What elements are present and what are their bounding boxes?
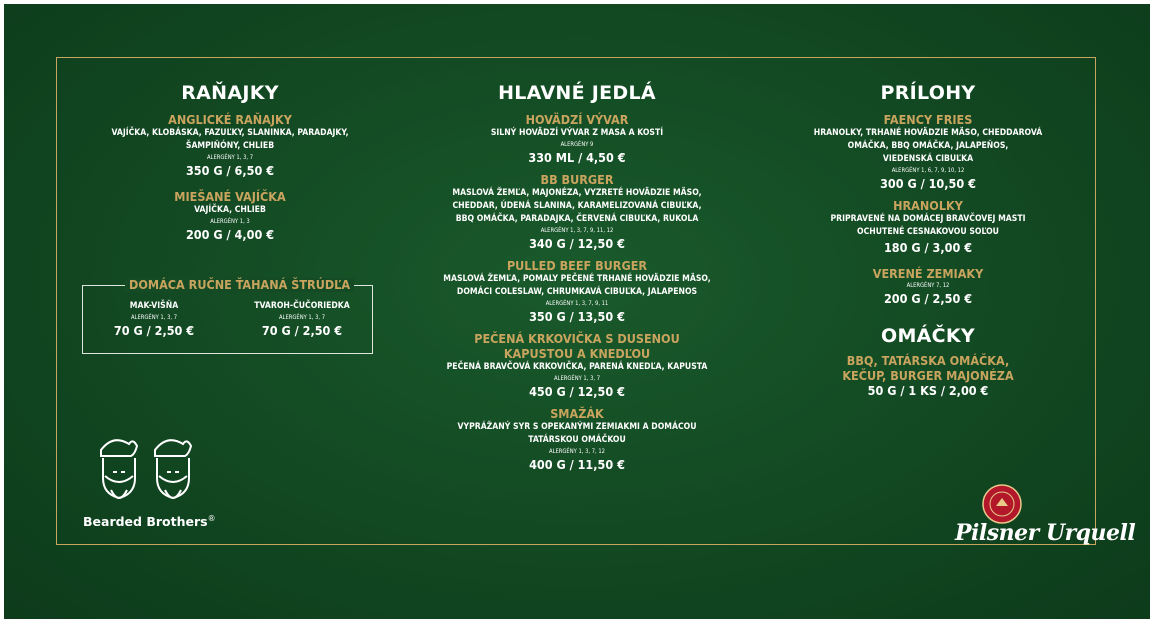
item-name: HOVÄDZÍ VÝVAR [525,112,629,127]
item-desc: PEČENÁ BRAVČOVÁ KRKOVIČKA, PARENÁ KNEDĽA, KAPUSTA [446,362,708,372]
item-desc: TATÁRSKOU OMÁČKOU [528,435,626,445]
item-allergens: ALERGÉNY 1, 3, 7 [278,315,326,321]
item-name: HRANOLKY [893,198,963,213]
item-allergens: ALERGÉNY 7, 12 [906,283,950,289]
item-allergens: ALERGÉNY 1, 3, 7, 12 [549,449,605,455]
item-desc: ŠAMPIŇÓNY, CHLIEB [185,141,275,151]
breakfast-column [80,82,380,242]
item-desc: OCHUTENÉ CESNAKOVOU SOĽOU [857,227,999,237]
menu-item [778,112,1078,191]
registered-mark: ® [207,514,216,523]
item-allergens: ALERGÉNY 1, 3, 7, 9, 11, 12 [540,228,614,234]
item-price: 70 G / 2,50 € [113,323,195,338]
item-price: 180 G / 3,00 € [883,240,973,255]
item-name: VERENÉ ZEMIAKY [872,266,984,281]
item-desc: VAJÍČKA, KLOBÁSKA, FAZUĽKY, SLANINKA, PARADAJKY, [111,128,349,138]
menu-item [80,112,380,178]
item-desc: MASLOVÁ ŽEMĽA, POMALY PEČENÉ TRHANÉ HOVÄDZIE MÄSO, [443,274,711,284]
item-allergens: ALERGÉNY 1, 3, 7, 9, 11 [545,301,609,307]
item-desc: VIEDENSKÁ CIBUĽKA [882,154,974,164]
item-price: 200 G / 2,50 € [883,291,973,306]
item-price: 350 G / 13,50 € [529,309,625,324]
item-price: 350 G / 6,50 € [185,163,275,178]
item-name: MIEŠANÉ VAJÍČKA [174,189,286,204]
item-price: 400 G / 11,50 € [529,457,625,472]
item-price: 300 G / 10,50 € [880,176,976,191]
menu-item [432,112,722,165]
item-name: PEČENÁ KRKOVIČKA S DUSENOU KAPUSTOU A KNEDĽOU [474,331,680,361]
item-desc: SILNÝ HOVÄDZÍ VÝVAR Z MASA A KOSTÍ [490,128,664,138]
section-title-breakfast: RAŇAJKY [181,82,279,104]
strudla-title: DOMÁCA RUČNE ŤAHANÁ ŠTRÚDĽA [125,278,354,292]
item-price: 340 G / 12,50 € [529,236,625,251]
menu-item [432,331,722,399]
item-price: 330 ML / 4,50 € [528,150,626,165]
sauces-name: KEČUP, BURGER MAJONÉZA [842,368,1014,383]
menu-item [432,406,722,472]
section-title-mains: HLAVNÉ JEDLÁ [498,82,656,104]
menu-item [432,258,722,324]
item-desc: VYPRÁŽANÝ SYR S OPEKANÝMI ZEMIAKMI A DOMÁCOU [457,422,697,432]
item-name: PULLED BEEF BURGER [506,258,648,273]
item-allergens: ALERGÉNY 1, 6, 7, 9, 10, 12 [891,168,965,174]
menu-item [778,198,1078,255]
item-allergens: ALERGÉNY 1, 3, 7 [553,376,601,382]
item-price: 450 G / 12,50 € [529,384,625,399]
item-desc: DOMÁCI COLESLAW, CHRUMKAVÁ CIBUĽKA, JALAPENOS [456,287,698,297]
menu-item [432,172,722,251]
bearded-name: Bearded Brothers [83,514,208,530]
section-title-sides: PRÍLOHY [880,82,976,104]
item-desc: PRIPRAVENÉ NA DOMÁCEJ BRAVČOVEJ MASTI [830,214,1026,224]
item-price: 200 G / 4,00 € [185,227,275,242]
item-desc: VAJÍČKA, CHLIEB [194,205,266,215]
item-name: BB BURGER [540,172,614,187]
item-desc: CHEDDAR, ÚDENÁ SLANINA, KARAMELIZOVANÁ CIBUĽKA, [452,201,702,211]
bearded-brothers-text [83,514,216,529]
item-desc: BBQ OMÁČKA, PARADAJKA, ČERVENÁ CIBUĽKA, RUKOLA [455,214,699,224]
item-desc: HRANOLKY, TRHANÉ HOVÄDZIE MÄSO, CHEDDAROVÁ [813,128,1043,138]
menu-item [80,189,380,242]
item-allergens: ALERGÉNY 1, 3, 7 [130,315,178,321]
strudla-item [242,300,362,338]
section-title-sauces: OMÁČKY [881,325,975,347]
item-price: 70 G / 2,50 € [261,323,343,338]
item-allergens: ALERGÉNY 1, 3 [210,219,250,225]
item-name: SMAŽÁK [550,406,604,421]
menu-item [778,266,1078,306]
item-name: ANGLICKÉ RAŇAJKY [168,112,292,127]
mains-column [432,82,722,472]
item-allergens: ALERGÉNY 1, 3, 7 [206,155,254,161]
item-name: FAENCY FRIES [883,112,973,127]
item-desc: OMÁČKA, BBQ OMÁČKA, JALAPEŇOS, [847,141,1009,151]
sides-column [778,82,1078,398]
strudla-item [94,300,214,338]
item-name: MAK-VIŠŇA [129,301,179,311]
sauces-price: 50 G / 1 KS / 2,00 € [867,383,989,398]
item-desc: MASLOVÁ ŽEMĽA, MAJONÉZA, VYZRETÉ HOVÄDZIE MÄSO, [452,188,702,198]
pilsner-urquell-wordmark: Pilsner Urquell [955,520,1136,546]
sauces-name: BBQ, TATÁRSKA OMÁČKA, [846,353,1010,368]
item-name: TVAROH-ČUČORIEDKA [254,301,350,311]
item-allergens: ALERGÉNY 9 [560,142,594,148]
